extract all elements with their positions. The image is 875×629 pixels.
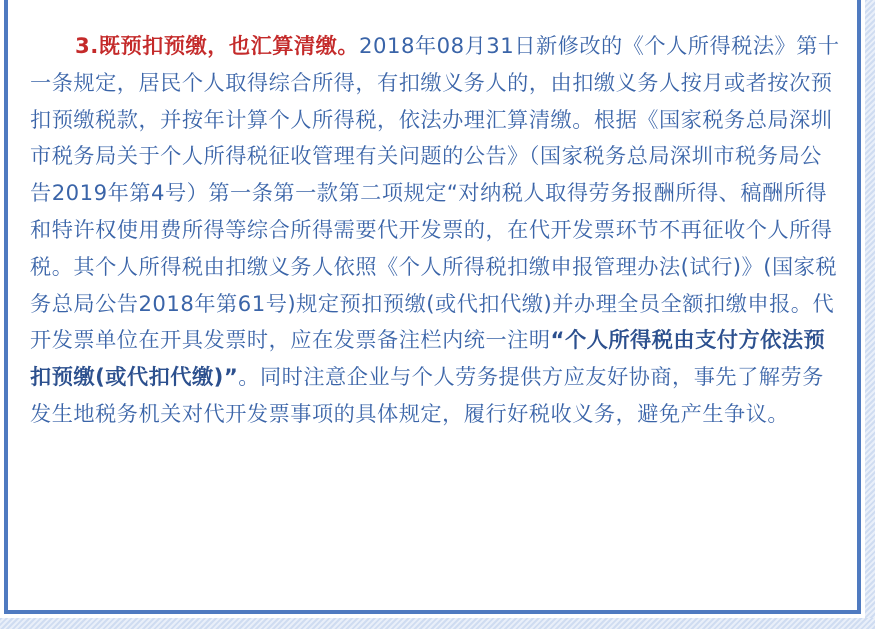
decorative-shadow-bottom — [0, 618, 875, 629]
section-heading: 3.既预扣预缴，也汇算清缴。 — [75, 33, 360, 58]
article-paragraph — [30, 28, 840, 433]
article-text-part1: 2018年08月31日新修改的《个人所得税法》第十一条规定，居民个人取得综合所得，有扣缴义务人的，由扣缴义务人按月或者按次预扣预缴税款，并按年计算个人所得税，依法办理汇算清缴。根据《国家税务总局深圳市税务局关于个人所得税征收管理有关问题的公告》（国家税务总局深圳市税务局公告2019年第4号）第一条第一款第二项规定“对纳税人取得劳务报酬所得、稿酬所得和特许权使用费所得等综合所得需要代开发票的，在代开发票环节不再征收个人所得税。其个人所得税由扣缴义务人依照《个人所得税扣缴申报管理办法(试行)》(国家税务总局公告2018年第61号)规定预扣预缴(或代扣代缴)并办理全员全额扣缴申报。代开发票单位在开具发票时，应在发票备注栏内统一注明 — [30, 33, 840, 353]
article-text-part2: 。同时注意企业与个人劳务提供方应友好协商，事先了解劳务发生地税务机关对代开发票事项的具体规定，履行好税收义务，避免产生争议。 — [30, 364, 824, 426]
article-emphasis: “个人所得税由支付方依法预扣预缴(或代扣代缴)” — [30, 327, 826, 390]
decorative-shadow-right — [865, 0, 875, 629]
